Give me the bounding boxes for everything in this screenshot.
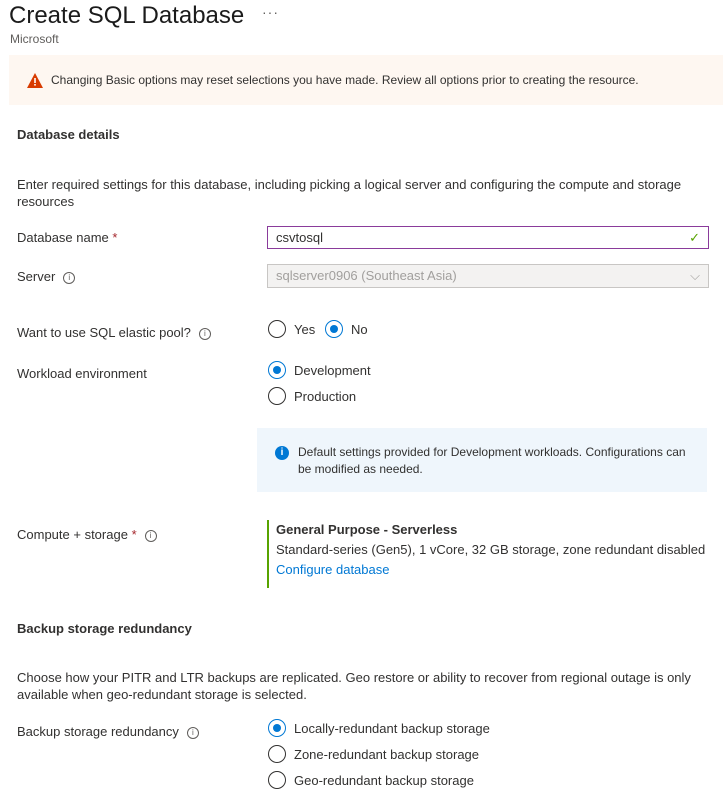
backup-description: Choose how your PITR and LTR backups are replicated. Geo restore or ability to recover from regional outage is only available when geo-redundant storage is selected. <box>17 670 691 702</box>
chevron-down-icon: ⌵ <box>690 268 700 283</box>
workload-production-radio[interactable]: Production <box>268 387 356 405</box>
compute-description: Standard-series (Gen5), 1 vCore, 32 GB storage, zone redundant disabled <box>276 542 706 557</box>
info-icon: i <box>275 446 289 460</box>
compute-storage-label: Compute + storage * i <box>17 527 157 542</box>
compute-title: General Purpose - Serverless <box>276 522 458 537</box>
info-icon[interactable]: i <box>63 272 75 284</box>
more-options-button[interactable]: ··· <box>262 4 279 20</box>
backup-zone-redundant-radio[interactable]: Zone-redundant backup storage <box>268 745 479 763</box>
configure-database-link[interactable]: Configure database <box>276 562 390 577</box>
database-name-value: csvtosql <box>276 230 323 245</box>
info-icon[interactable]: i <box>199 328 211 340</box>
info-icon[interactable]: i <box>145 530 157 542</box>
database-name-label: Database name * <box>17 230 118 245</box>
database-name-input[interactable] <box>267 226 709 249</box>
server-select[interactable] <box>267 264 709 288</box>
compute-summary <box>267 520 705 588</box>
backup-heading: Backup storage redundancy <box>17 621 192 636</box>
server-value: sqlserver0906 (Southeast Asia) <box>276 268 457 283</box>
warning-banner <box>9 55 723 105</box>
backup-geo-redundant-radio[interactable]: Geo-redundant backup storage <box>268 771 474 789</box>
elastic-pool-yes-radio[interactable]: Yes <box>268 320 315 338</box>
info-box <box>257 428 707 492</box>
backup-redundancy-label: Backup storage redundancy i <box>17 724 199 739</box>
info-icon[interactable]: i <box>187 727 199 739</box>
check-icon: ✓ <box>689 230 700 245</box>
elastic-pool-label: Want to use SQL elastic pool? i <box>17 325 211 340</box>
workload-label: Workload environment <box>17 366 147 381</box>
page-title: Create SQL Database <box>9 2 245 29</box>
server-label: Server i <box>17 269 75 284</box>
workload-development-radio[interactable]: Development <box>268 361 371 379</box>
elastic-pool-no-radio[interactable]: No <box>325 320 368 338</box>
warning-text: Changing Basic options may reset selections you have made. Review all options prior to creating the resource. <box>51 73 639 87</box>
warning-icon <box>27 73 43 88</box>
publisher: Microsoft <box>10 32 59 46</box>
backup-locally-redundant-radio[interactable]: Locally-redundant backup storage <box>268 719 490 737</box>
database-details-description: Enter required settings for this database, including picking a logical server and configuring the compute and storage resources <box>17 177 682 209</box>
database-details-heading: Database details <box>17 127 120 142</box>
info-text: Default settings provided for Development workloads. Configurations can be modified as needed. <box>298 445 686 476</box>
